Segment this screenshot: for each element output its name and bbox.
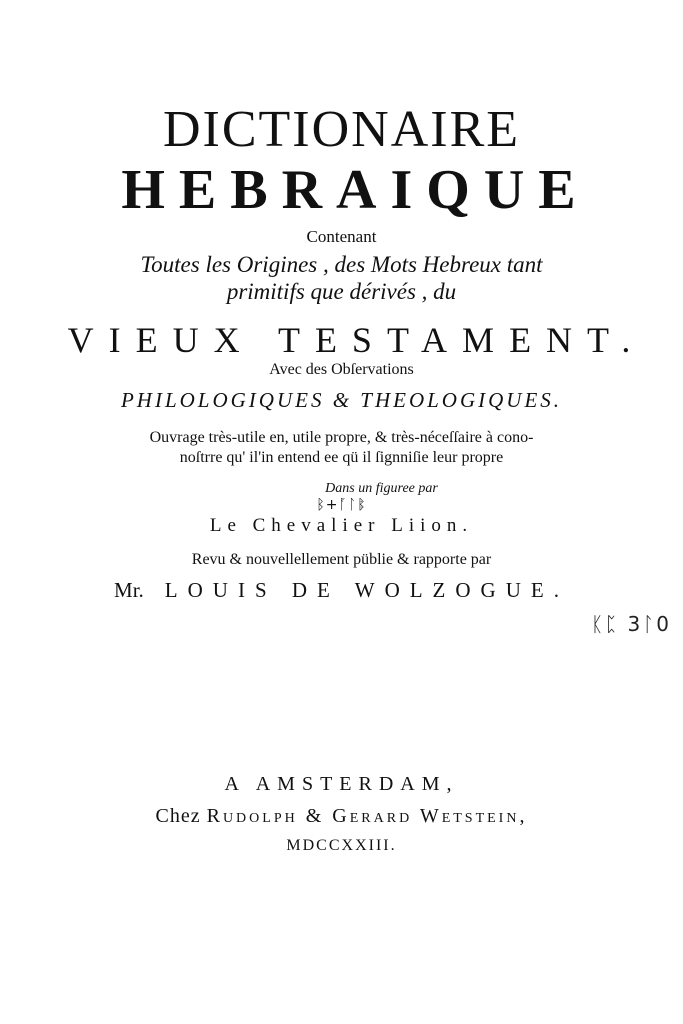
editor-name: LOUIS DE WOLZOGUE. xyxy=(164,578,569,602)
contenant-text: Contenant xyxy=(306,227,377,246)
imprint-city: A AMSTERDAM, xyxy=(224,773,459,795)
author-intro: Dans un figuree par xyxy=(325,481,438,496)
testament-heading: VIEUX TESTAMENT. xyxy=(67,320,646,360)
author-glyphs: ᛒ+ᚪᛚᛔ xyxy=(316,497,367,513)
avec-text: Avec des Obſervations xyxy=(269,361,414,378)
title-line-2: HEBRAIQUE xyxy=(121,159,590,221)
description-line-1: Ouvrage très-utile en, utile propre, & très-néceſſaire à cono- xyxy=(149,429,534,446)
author-name: Le Chevalier Liion. xyxy=(209,515,474,536)
description-line-2: noſtrre qu' il'in entend ee qü il ſignniſie leur propre xyxy=(179,449,504,466)
imprint-publisher-line xyxy=(0,806,683,826)
philologiques-heading: PHILOLOGIQUES & THEOLOGIQUES. xyxy=(120,388,563,412)
editor-intro: Revu & nouvellellement püblie & rapporte par xyxy=(191,551,492,568)
shelfmark-annotation: ᛕᛈ 3ᛚ0 xyxy=(591,612,671,636)
subtitle-italic-line-2: primitifs que dérivés , du xyxy=(226,279,457,304)
imprint-year: MDCCXXIII. xyxy=(286,837,397,854)
imprint-publisher: Rudolph & Gerard Wetstein, xyxy=(206,805,528,827)
title-line-1: DICTIONAIRE xyxy=(162,101,521,158)
editor-prefix: Mr. xyxy=(114,578,144,602)
subtitle-italic-line-1: Toutes les Origines , des Mots Hebreux tant xyxy=(140,252,543,277)
editor-line xyxy=(0,580,683,601)
imprint-chez: Chez xyxy=(155,805,201,827)
